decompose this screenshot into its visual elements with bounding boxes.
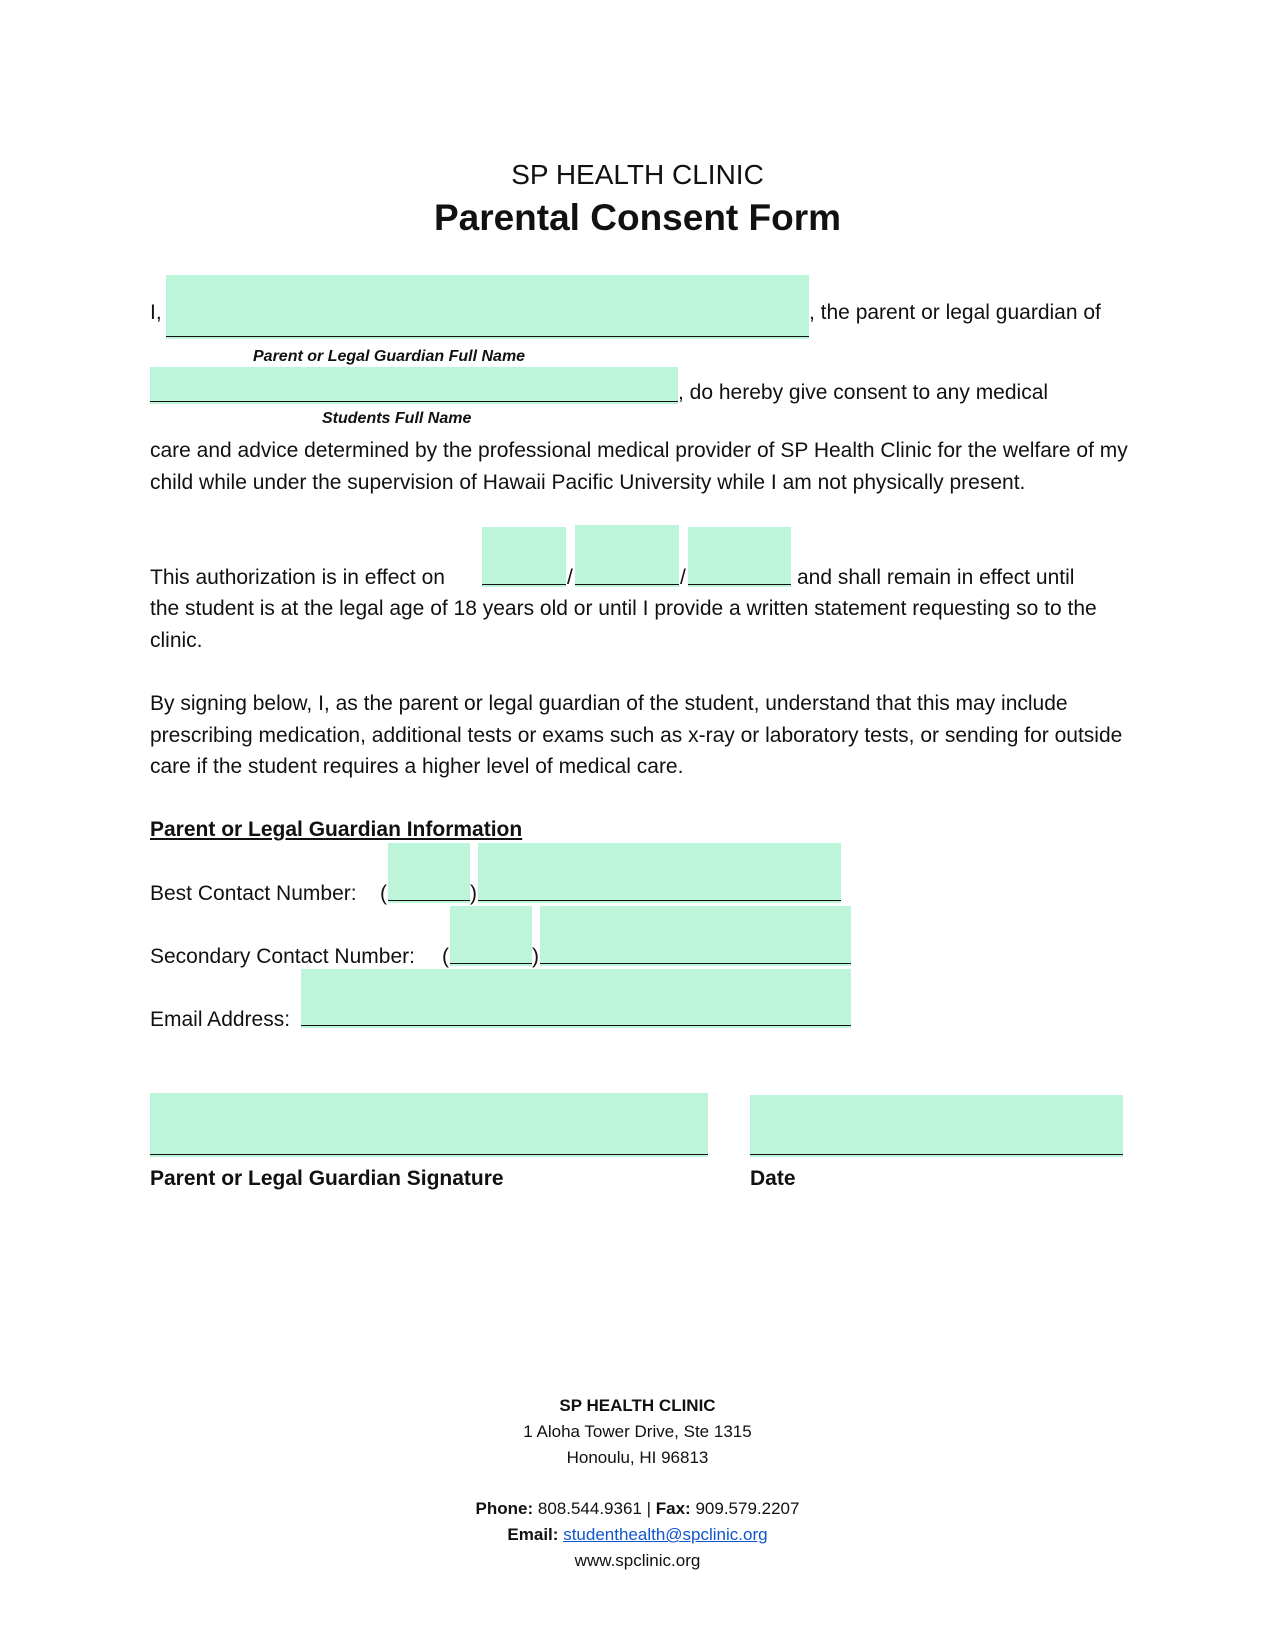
footer-website: www.spclinic.org xyxy=(574,1551,701,1570)
signature-date-underline xyxy=(750,1154,1123,1155)
best-contact-area-code-underline xyxy=(388,900,470,901)
footer-phone-fax xyxy=(0,1496,1275,1522)
consent-after-guardian: , the parent or legal guardian of xyxy=(809,301,1101,324)
best-contact-label: Best Contact Number: xyxy=(150,882,357,905)
consent-prefix: I, xyxy=(150,301,162,324)
secondary-contact-area-code-underline xyxy=(450,963,532,964)
footer-email-line xyxy=(0,1522,1275,1548)
signature-date-field[interactable] xyxy=(750,1095,1123,1157)
secondary-contact-area-code-field[interactable] xyxy=(450,906,532,966)
footer-fax: 909.579.2207 xyxy=(695,1499,800,1518)
student-name-caption: Students Full Name xyxy=(322,410,472,427)
student-name-field[interactable] xyxy=(150,367,678,404)
date-month-field[interactable] xyxy=(482,527,566,587)
authorization-after-date: and shall remain in effect until xyxy=(797,566,1075,589)
email-label: Email Address: xyxy=(150,1008,291,1031)
email-field[interactable] xyxy=(301,969,851,1028)
authorization-prefix: This authorization is in effect on xyxy=(150,566,445,589)
best-contact-number-field[interactable] xyxy=(478,843,841,903)
best-contact-close-paren: ) xyxy=(470,882,477,905)
date-year-field[interactable] xyxy=(688,527,791,587)
footer-clinic-name: SP HEALTH CLINIC xyxy=(559,1396,716,1415)
guardian-name-underline xyxy=(166,336,809,337)
footer-fax-label: Fax: xyxy=(655,1499,691,1518)
authorization-rest: the student is at the legal age of 18 years old or until I provide a written statement requesting so to the clinic. xyxy=(150,597,1097,652)
footer-address-line2: Honoulu, HI 96813 xyxy=(566,1448,709,1467)
footer-address-line1: 1 Aloha Tower Drive, Ste 1315 xyxy=(523,1422,752,1441)
date-month-underline xyxy=(482,584,566,585)
guardian-info-heading: Parent or Legal Guardian Information xyxy=(150,818,523,841)
secondary-contact-open-paren: ( xyxy=(442,945,449,968)
footer-email-label: Email: xyxy=(507,1525,559,1544)
secondary-contact-label: Secondary Contact Number: xyxy=(150,945,415,968)
date-slash-2: / xyxy=(680,566,686,589)
date-slash-1: / xyxy=(567,566,573,589)
clinic-name: SP HEALTH CLINIC xyxy=(511,159,764,190)
guardian-name-caption: Parent or Legal Guardian Full Name xyxy=(253,348,526,365)
footer-separator: | xyxy=(646,1499,652,1518)
secondary-contact-number-field[interactable] xyxy=(540,906,851,966)
best-contact-number-underline xyxy=(478,900,841,901)
consent-body: care and advice determined by the professional medical provider of SP Health Clinic for the welfare of my child while under the supervision of Hawaii Pacific University while I am not physically present. xyxy=(150,439,1128,494)
best-contact-open-paren: ( xyxy=(380,882,387,905)
date-day-field[interactable] xyxy=(575,525,679,587)
consent-after-student: , do hereby give consent to any medical xyxy=(678,381,1049,404)
date-year-underline xyxy=(688,584,791,585)
footer-email-link[interactable]: studenthealth@spclinic.org xyxy=(563,1525,768,1544)
secondary-contact-number-underline xyxy=(540,963,851,964)
email-underline xyxy=(301,1025,851,1026)
page-title: Parental Consent Form xyxy=(433,197,842,238)
signature-date-label: Date xyxy=(750,1167,796,1190)
best-contact-area-code-field[interactable] xyxy=(388,843,470,903)
guardian-name-field[interactable] xyxy=(166,275,809,339)
understanding-paragraph: By signing below, I, as the parent or legal guardian of the student, understand that this may include prescribing medication, additional tests or exams such as x-ray or laboratory tests, or sending for outside care if the student requires a higher level of medical care. xyxy=(150,692,1123,778)
student-name-underline xyxy=(150,401,678,402)
signature-label: Parent or Legal Guardian Signature xyxy=(150,1167,504,1190)
signature-field[interactable] xyxy=(150,1093,708,1157)
footer-phone-label: Phone: xyxy=(475,1499,534,1518)
signature-underline xyxy=(150,1154,708,1155)
secondary-contact-close-paren: ) xyxy=(532,945,539,968)
footer-phone: 808.544.9361 xyxy=(537,1499,642,1518)
date-day-underline xyxy=(575,584,679,585)
